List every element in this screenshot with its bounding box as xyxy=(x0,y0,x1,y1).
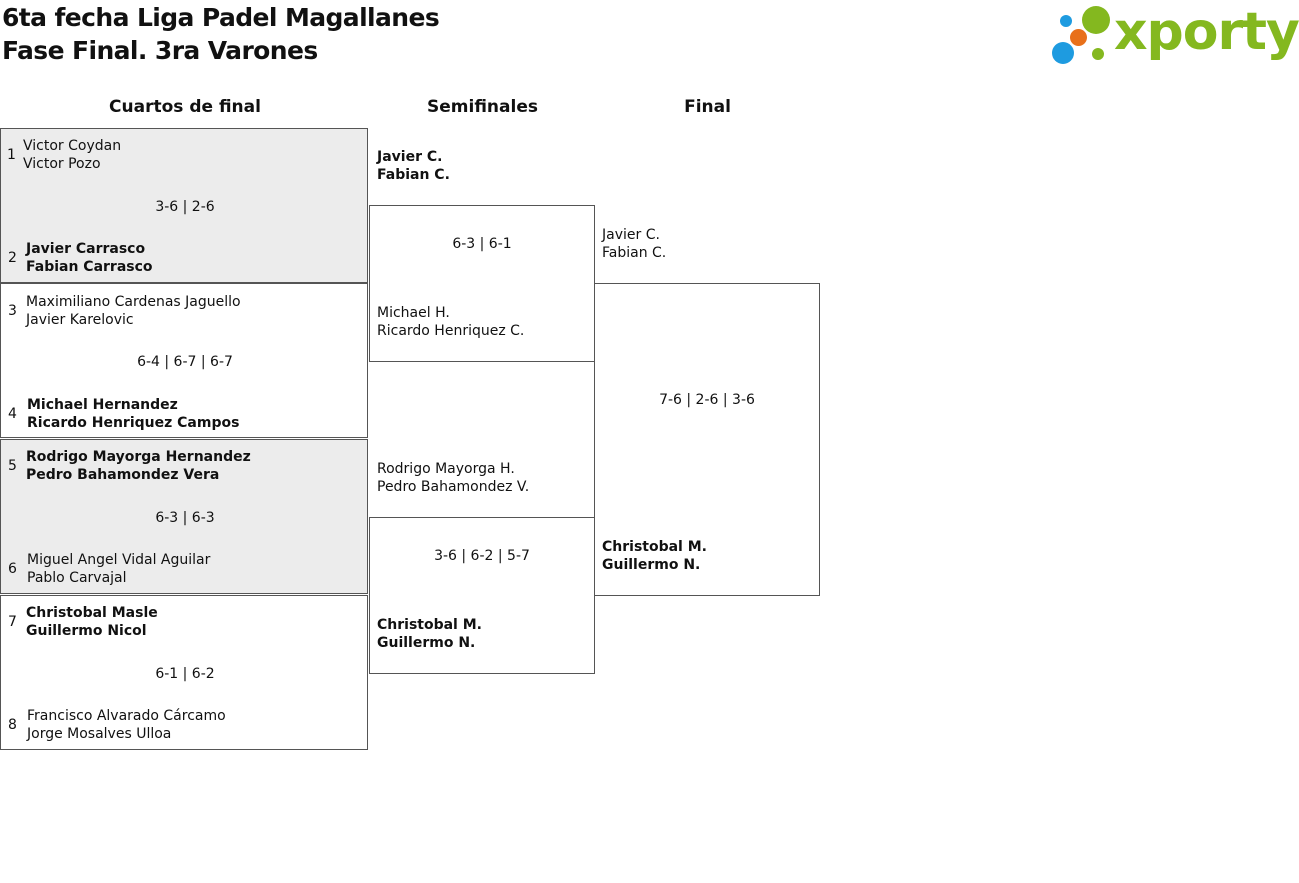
team-entry-winner xyxy=(602,538,707,574)
player-name: Fabian Carrasco xyxy=(26,259,153,275)
team-entry-winner xyxy=(377,148,450,184)
seed-number: 6 xyxy=(8,561,17,577)
quarterfinal-match-2[interactable] xyxy=(0,283,368,438)
team-entry xyxy=(27,551,210,587)
seed-number: 3 xyxy=(8,303,17,319)
logo-dot-green-icon xyxy=(1082,6,1110,34)
logo-dot-green-small-icon xyxy=(1092,48,1104,60)
player-name: Javier Karelovic xyxy=(26,312,134,328)
column-header-final: Final xyxy=(684,97,731,117)
seed-number: 8 xyxy=(8,717,17,733)
player-name: Javier C. xyxy=(602,227,660,243)
player-name: Christobal Masle xyxy=(26,605,158,621)
seed-number: 5 xyxy=(8,458,17,474)
player-name: Pablo Carvajal xyxy=(27,570,127,586)
team-entry-winner xyxy=(27,396,239,432)
player-name: Fabian C. xyxy=(377,167,450,183)
match-score: 6-3 | 6-1 xyxy=(452,236,512,252)
team-entry-winner xyxy=(26,448,251,484)
team-entry xyxy=(602,226,666,262)
match-score: 7-6 | 2-6 | 3-6 xyxy=(659,392,755,408)
column-header-semifinals: Semifinales xyxy=(427,97,538,117)
player-name: Jorge Mosalves Ulloa xyxy=(27,726,172,742)
match-score: 6-1 | 6-2 xyxy=(155,666,215,682)
match-score: 3-6 | 6-2 | 5-7 xyxy=(434,548,530,564)
player-name: Pedro Bahamondez V. xyxy=(377,479,530,495)
match-score: 3-6 | 2-6 xyxy=(155,199,215,215)
player-name: Victor Coydan xyxy=(23,138,122,154)
seed-number: 7 xyxy=(8,614,17,630)
logo-dot-orange-icon xyxy=(1070,29,1087,46)
logo-wordmark: xporty xyxy=(1114,2,1299,62)
team-entry xyxy=(23,137,121,173)
player-name: Guillermo Nicol xyxy=(26,623,147,639)
seed-number: 1 xyxy=(7,147,16,163)
xporty-logo[interactable] xyxy=(1050,2,1299,68)
seed-number: 2 xyxy=(8,250,17,266)
column-header-quarterfinals: Cuartos de final xyxy=(109,97,261,117)
match-score: 6-4 | 6-7 | 6-7 xyxy=(137,354,233,370)
quarterfinal-match-4[interactable] xyxy=(0,595,368,750)
player-name: Miguel Angel Vidal Aguilar xyxy=(27,552,211,568)
player-name: Javier Carrasco xyxy=(26,241,146,257)
player-name: Fabian C. xyxy=(602,245,667,261)
player-name: Rodrigo Mayorga Hernandez xyxy=(26,449,251,465)
team-entry xyxy=(377,304,524,340)
player-name: Guillermo N. xyxy=(377,635,476,651)
team-entry xyxy=(377,460,529,496)
team-entry xyxy=(26,293,241,329)
player-name: Maximiliano Cardenas Jaguello xyxy=(26,294,241,310)
page-title: 6ta fecha Liga Padel Magallanes xyxy=(2,3,440,32)
match-score: 6-3 | 6-3 xyxy=(155,510,215,526)
team-entry-winner xyxy=(26,240,153,276)
logo-dot-blue-small-icon xyxy=(1060,15,1072,27)
page-subtitle: Fase Final. 3ra Varones xyxy=(2,36,318,65)
quarterfinal-match-3[interactable] xyxy=(0,439,368,594)
player-name: Victor Pozo xyxy=(23,156,101,172)
player-name: Francisco Alvarado Cárcamo xyxy=(27,708,226,724)
team-entry xyxy=(27,707,226,743)
team-entry-winner xyxy=(26,604,158,640)
player-name: Michael H. xyxy=(377,305,450,321)
team-entry-winner xyxy=(377,616,482,652)
player-name: Michael Hernandez xyxy=(27,397,178,413)
player-name: Christobal M. xyxy=(377,617,482,633)
logo-dot-blue-icon xyxy=(1052,42,1074,64)
player-name: Pedro Bahamondez Vera xyxy=(26,467,220,483)
seed-number: 4 xyxy=(8,406,17,422)
player-name: Ricardo Henriquez Campos xyxy=(27,415,240,431)
quarterfinal-match-1[interactable] xyxy=(0,128,368,283)
player-name: Javier C. xyxy=(377,149,443,165)
player-name: Ricardo Henriquez C. xyxy=(377,323,525,339)
player-name: Christobal M. xyxy=(602,539,707,555)
player-name: Guillermo N. xyxy=(602,557,701,573)
player-name: Rodrigo Mayorga H. xyxy=(377,461,515,477)
